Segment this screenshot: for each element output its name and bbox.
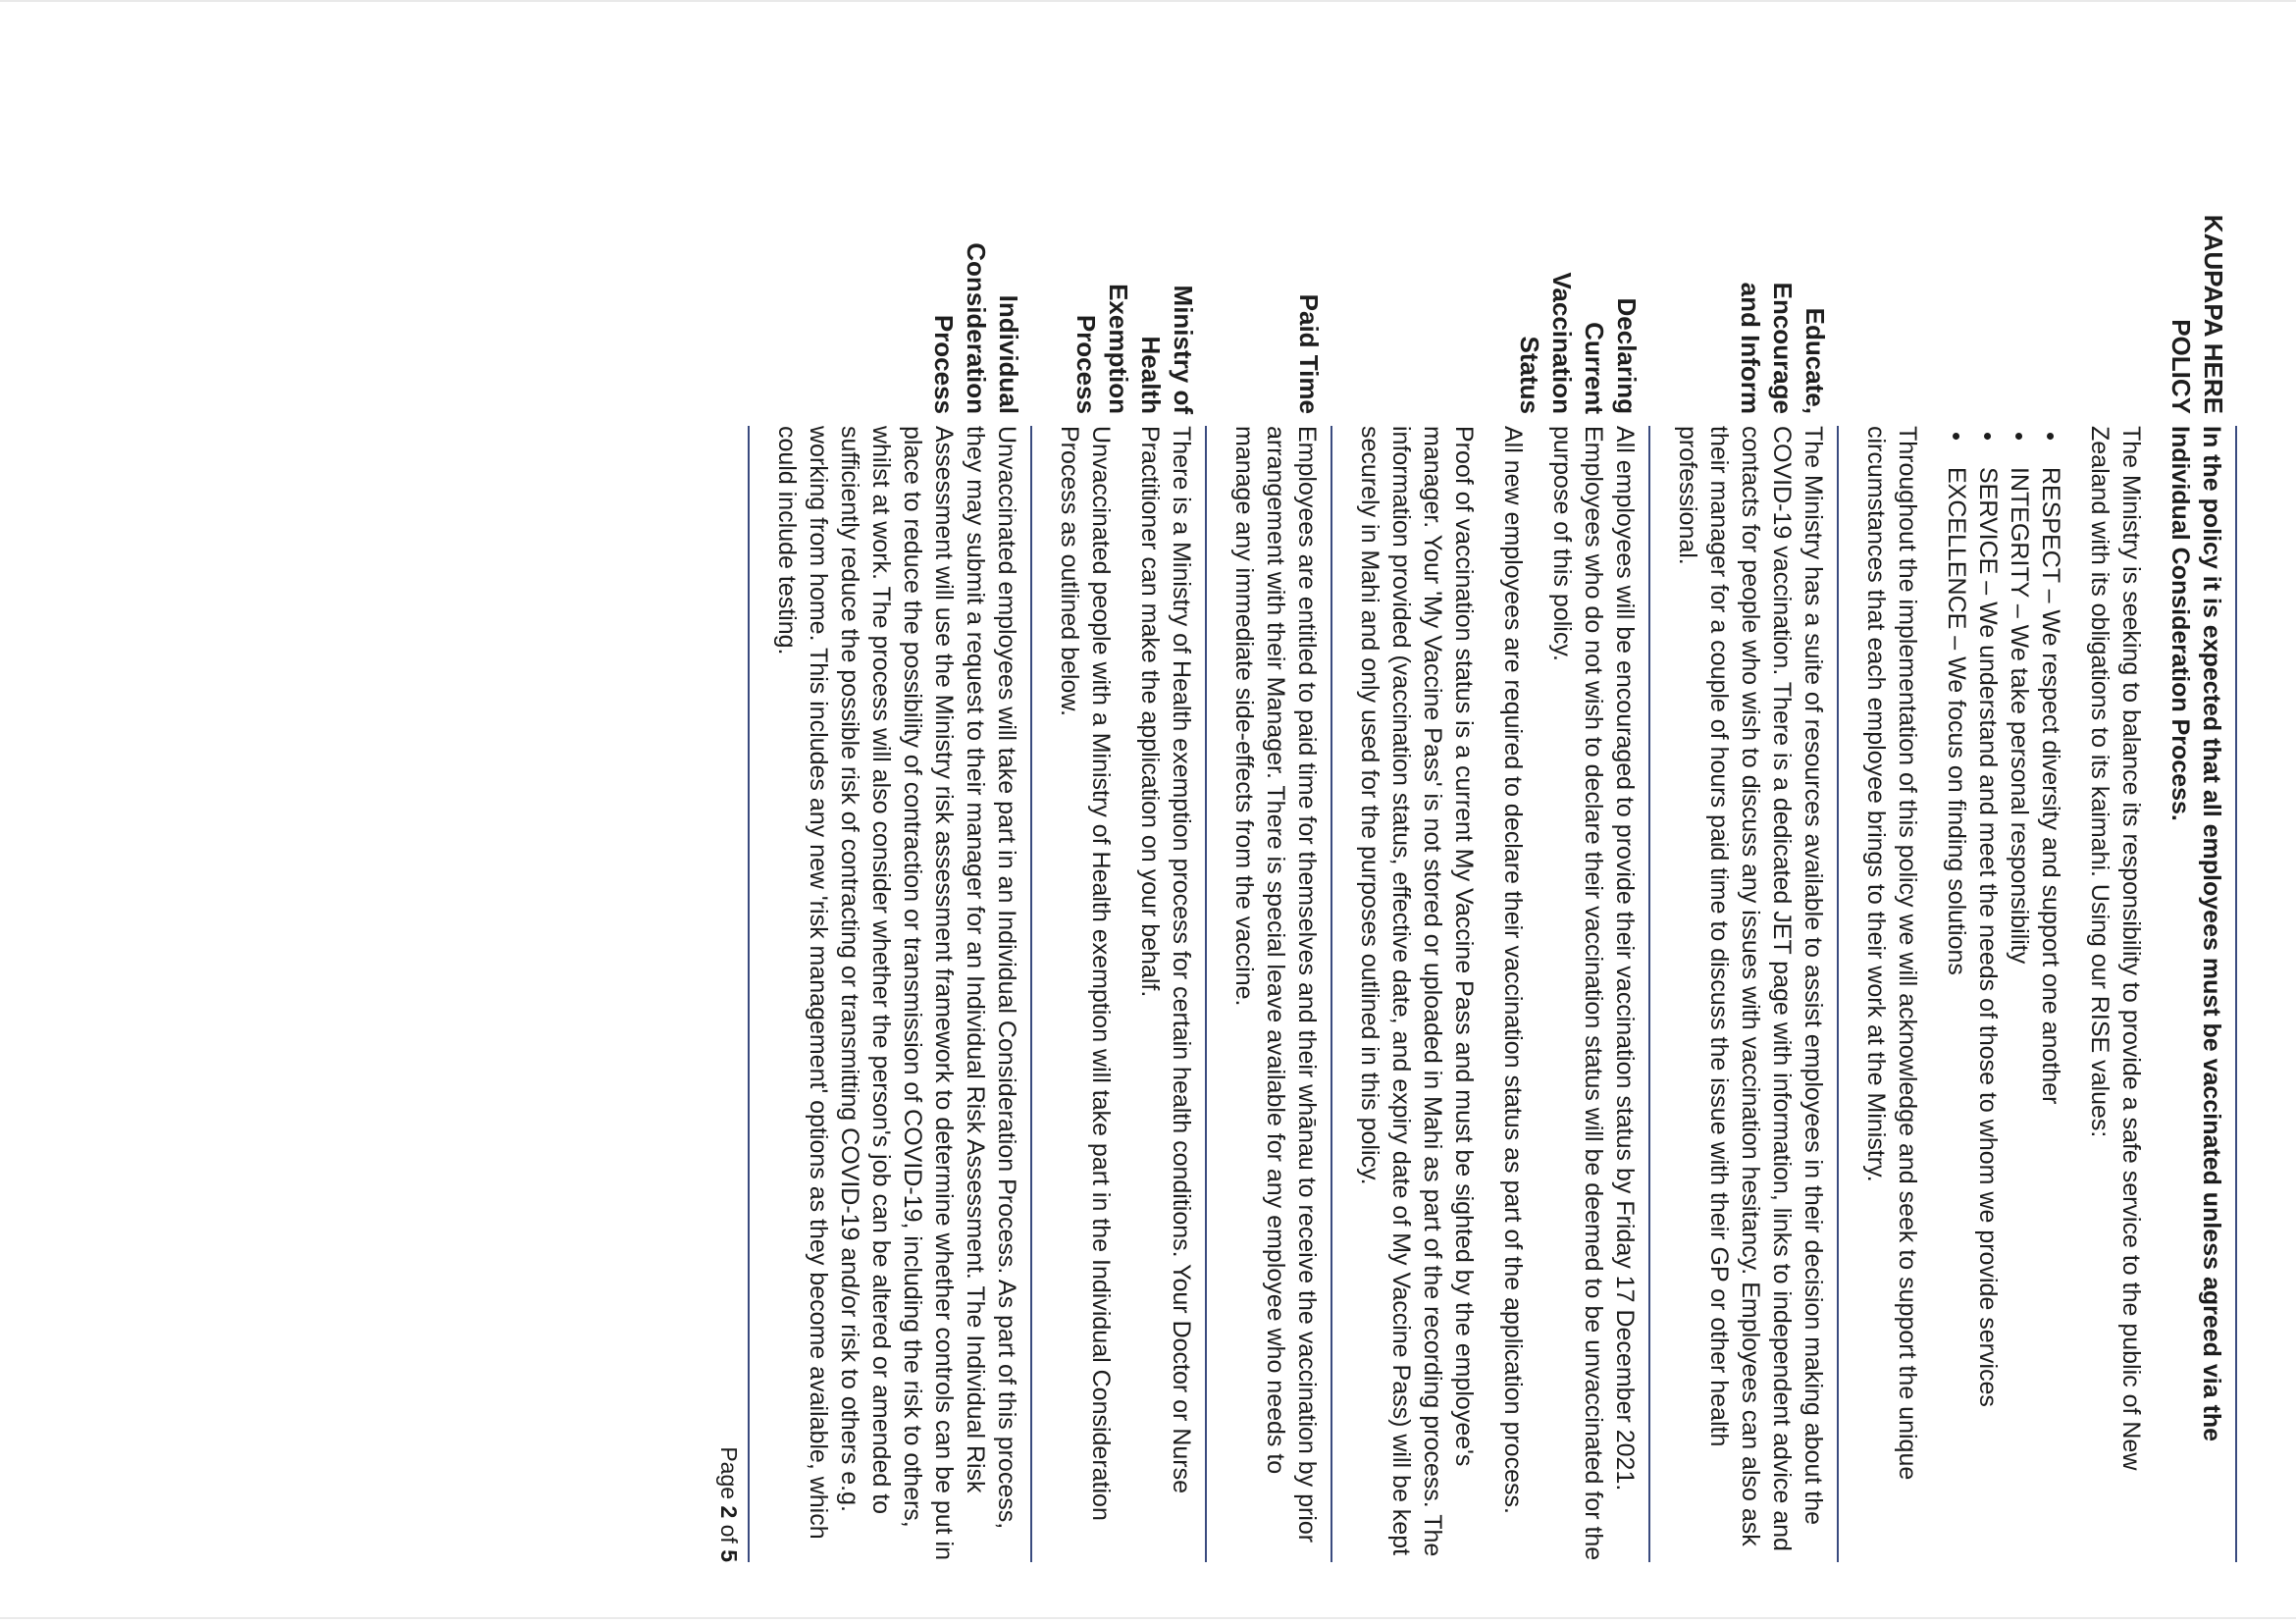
section-paid-time [1207,208,1332,1544]
list-item: • INTEGRITY – We take personal responsibility [2004,426,2035,1562]
section-heading: KAUPAPA HERE POLICY [2166,214,2228,414]
section-heading: Declaring Current Vaccination Status [1515,272,1642,414]
list-item: • EXCELLENCE – We focus on finding solutions [1941,426,1972,1562]
paragraph: Proof of vaccination status is a current My Vaccine Pass and must be sighted by the employee's manager. Your 'My Vaccine Pass' is not stored or uploaded in Mahi as part of the recording process. The information provided (vaccination status, effective date, and expiry date of My Vaccine Pass) will be kept securely in Mahi and only used for the purposes outlined in this policy. [1356,426,1478,1557]
section-heading: Paid Time [1294,293,1324,414]
paragraph: Employees are entitled to paid time for themselves and their whānau to receive the vaccination by prior arrangement with their Manager. There is special leave available for any employee who needs to manage any immediate side-effects from the vaccine. [1230,426,1321,1544]
section-educate-encourage-inform [1650,208,1839,1551]
rise-values-list [1941,426,2066,1562]
page-number-total: 5 [716,1549,742,1562]
paragraph: Unvaccinated people with a Ministry of Health exemption will take part in the Individual Consideration Process as outlined below. [1056,426,1115,1521]
page-number-current: 2 [716,1505,742,1519]
section-individual-consideration [750,208,1032,1561]
page-footer-row [715,208,750,1562]
page-number-separator: of [716,1524,742,1544]
paragraph: All employees will be encouraged to provide their vaccination status by Friday 17 December 2021. Employees who do not wish to declare their vaccination status will be deemed to be unvaccinated for the purpose of this policy. [1548,426,1639,1561]
paragraph: The Ministry has a suite of resources available to assist employees in their decision making about the COVID-19 vaccination. There is a dedicated JET page with information, links to independent advice and contacts for people who wish to discuss any issues with vaccination hesitancy. Employees can also ask their manager for a couple of hours paid time to discuss the issue with their GP or other health professional. [1674,426,1827,1551]
scan-edge-bottom [0,1617,2296,1619]
policy-page [196,79,2257,1590]
page-number-prefix: Page [716,1446,742,1500]
paragraph: All new employees are required to declare their vaccination status as part of the application process. [1499,426,1527,1514]
section-declaring-vaccination-status [1332,208,1650,1561]
list-item: • RESPECT – We respect diversity and support one another [2035,426,2066,1562]
section-body [750,426,1032,1562]
section-heading: Educate, Encourage and Inform [1736,282,1830,414]
section-body [1650,426,1839,1562]
policy-lead-statement: In the policy it is expected that all employees must be vaccinated unless agreed via the Individual Consideration Process. [2166,426,2225,1442]
section-heading: Ministry of Health Exemption Process [1071,284,1198,414]
list-item: • SERVICE – We understand and meet the needs of those to whom we provide services [1972,426,2004,1562]
page-number [715,426,750,1562]
section-body [1332,426,1650,1562]
paragraph: There is a Ministry of Health exemption process for certain health conditions. Your Doctor or Nurse Practitioner can make the application on your behalf. [1136,426,1195,1494]
section-body [1032,426,1207,1562]
paragraph: Unvaccinated employees will take part in an Individual Consideration Process. As part of this process, they may submit a request to their manager for an Individual Risk Assessment. The Individual Risk Assessment will use the Ministry risk assessment framework to determine whether controls can be put in place to reduce the possibility of contraction or transmission of COVID-19, including the risk to others, whilst at work. The process will also consider whether the person's job can be altered or amended to sufficiently reduce the possible risk of contracting or transmitting COVID-19 and/or risk to others e.g. working from home. This includes any new 'risk management' options as they become available, which could include testing. [773,426,1020,1561]
section-heading: Individual Consideration Process [929,242,1023,414]
section-moh-exemption [1032,208,1207,1519]
paragraph: The Ministry is seeking to balance its responsibility to provide a safe service to the public of New Zealand with its obligations to its kaimahi. Using our RISE values: [2086,426,2145,1471]
section-kaupapa-here [1839,208,2237,1519]
scan-edge-top [0,0,2296,2]
section-body [1207,426,1332,1562]
paragraph: Throughout the implementation of this policy we will acknowledge and seek to support the unique circumstances that each employee brings to their work at the Ministry. [1862,426,1921,1481]
section-body [1839,426,2237,1562]
